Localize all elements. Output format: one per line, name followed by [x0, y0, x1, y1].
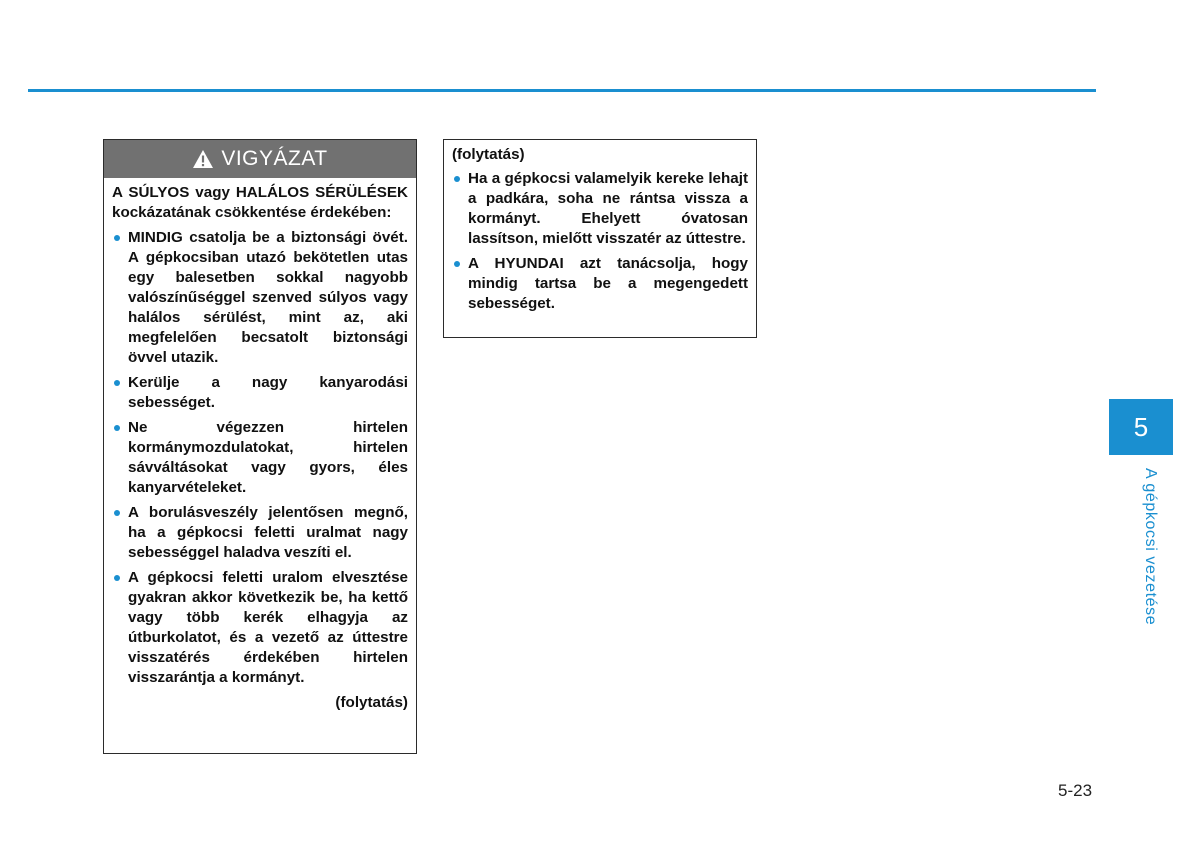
list-item: A borulásveszély jelentősen megnő, ha a gépkocsi feletti uralmat nagy sebességgel haladva veszíti el. [112, 503, 408, 563]
bullet-icon [114, 425, 120, 431]
bullet-icon [114, 235, 120, 241]
warning-header [104, 140, 416, 178]
list-item: A gépkocsi feletti uralom elvesztése gyakran akkor következik be, ha kettő vagy több kerék elhagyja az útburkolatot, és a vezető az úttestre visszatérés érdekében hirtelen visszarántja a kormányt. [112, 568, 408, 688]
bullet-icon [114, 510, 120, 516]
list-item: Ne végezzen hirtelen kormánymozdulatokat, hirtelen sávváltásokat vagy gyors, éles kanyarvételeket. [112, 418, 408, 498]
continuation-box [443, 139, 757, 338]
warning-triangle-icon [192, 149, 214, 169]
continued-label: (folytatás) [452, 146, 525, 163]
bullet-icon [114, 380, 120, 386]
bullet-icon [454, 176, 460, 182]
header-rule [28, 89, 1096, 92]
bullet-icon [454, 261, 460, 267]
chapter-title: A gépkocsi vezetése [1142, 468, 1159, 626]
list-item: Kerülje a nagy kanyarodási sebességet. [112, 373, 408, 413]
list-item: A HYUNDAI azt tanácsolja, hogy mindig tartsa be a megengedett sebességet. [452, 254, 748, 314]
warning-intro: A SÚLYOS vagy HALÁLOS SÉRÜLÉSEK kockázatának csökkentése érdekében: [112, 184, 408, 221]
page-number: 5-23 [1058, 781, 1093, 800]
list-item: Ha a gépkocsi valamelyik kereke lehajt a padkára, soha ne rántsa vissza a kormányt. Ehelyett óvatosan lassítson, mielőtt visszatér az úttestre. [452, 169, 748, 249]
warning-title: VIGYÁZAT [221, 147, 328, 170]
bullet-icon [114, 575, 120, 581]
warning-box [103, 139, 417, 754]
continued-label: (folytatás) [335, 694, 408, 711]
list-item: MINDIG csatolja be a biztonsági övét. A gépkocsiban utazó bekötetlen utas egy balesetben sokkal nagyobb valószínűséggel szenved súlyos vagy halálos sérülést, mint az, aki megfelelően becsatolt biztonsági övvel utazik. [112, 228, 408, 368]
chapter-number-tab: 5 [1109, 399, 1173, 455]
